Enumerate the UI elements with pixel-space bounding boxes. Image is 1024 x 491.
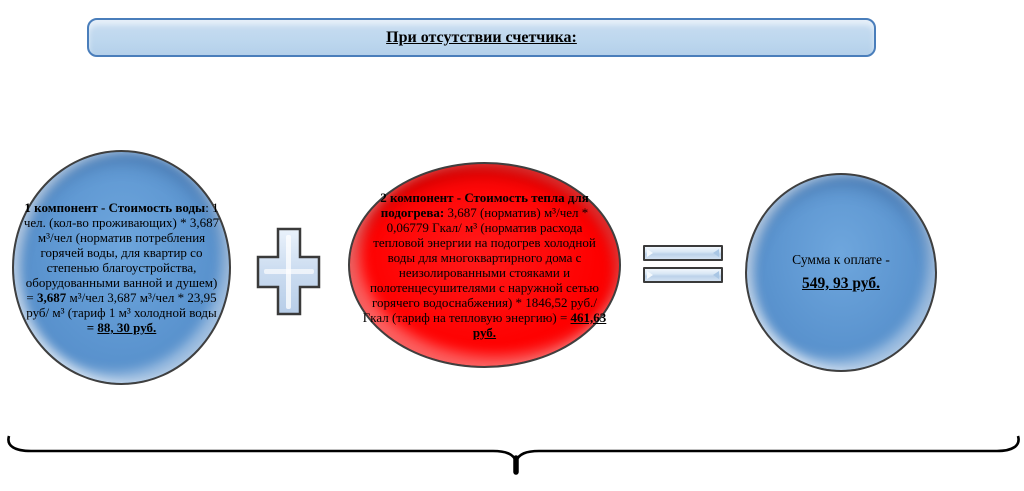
title-text: При отсутствии счетчика: [386, 28, 577, 46]
plus-icon-svg [256, 227, 321, 316]
plus-icon [256, 227, 321, 316]
equals-icon [643, 245, 723, 289]
bottom-brace-svg [0, 428, 1024, 483]
component2-body1: 3,687 (норматив) м³/чел * 0,06779 Гкал/ м³ (норматив расхода тепловой энергии на подогрев холодной воды для многоквартирного дома с неизолированными стояками и полотенцесушителями с наружной сетью горячего водоснабжения) * 1846,52 руб./Гкал (тариф на тепловую энергию) = [362, 205, 600, 325]
component1-heading: 1 компонент - Стоимость воды [24, 200, 206, 215]
component2-text [362, 190, 608, 340]
title-banner [87, 18, 876, 57]
component1-norm-value: 3,687 [37, 290, 67, 305]
component1-equals-text: = [86, 320, 98, 335]
component1-body1: : 1 чел. (кол-во проживающих) * 3,687 м³/чел (норматив потребления горячей воды, для квартир со степенью благоустройства, оборудованными ванной и душем) = [23, 200, 220, 305]
total-circle [745, 173, 937, 372]
component1-text [23, 200, 221, 335]
bottom-brace-icon [0, 428, 1024, 483]
component1-result: 88, 30 руб. [97, 320, 157, 335]
component2-result: 461,63 руб. [472, 310, 607, 340]
component1-circle [12, 150, 231, 385]
equals-top-bar [643, 245, 723, 261]
total-result: 549, 93 руб. [802, 275, 880, 292]
component1-body2: м³/чел 3,687 м³/чел * 23,95 руб/ м³ (тариф 1 м³ холодной воды [26, 290, 217, 320]
equals-bottom-bar [643, 267, 723, 283]
total-text [792, 252, 890, 293]
component2-heading: 2 компонент - Стоимость тепла для подогрева: [380, 190, 589, 220]
component2-circle [348, 162, 621, 368]
total-label: Сумма к оплате - [792, 252, 890, 267]
